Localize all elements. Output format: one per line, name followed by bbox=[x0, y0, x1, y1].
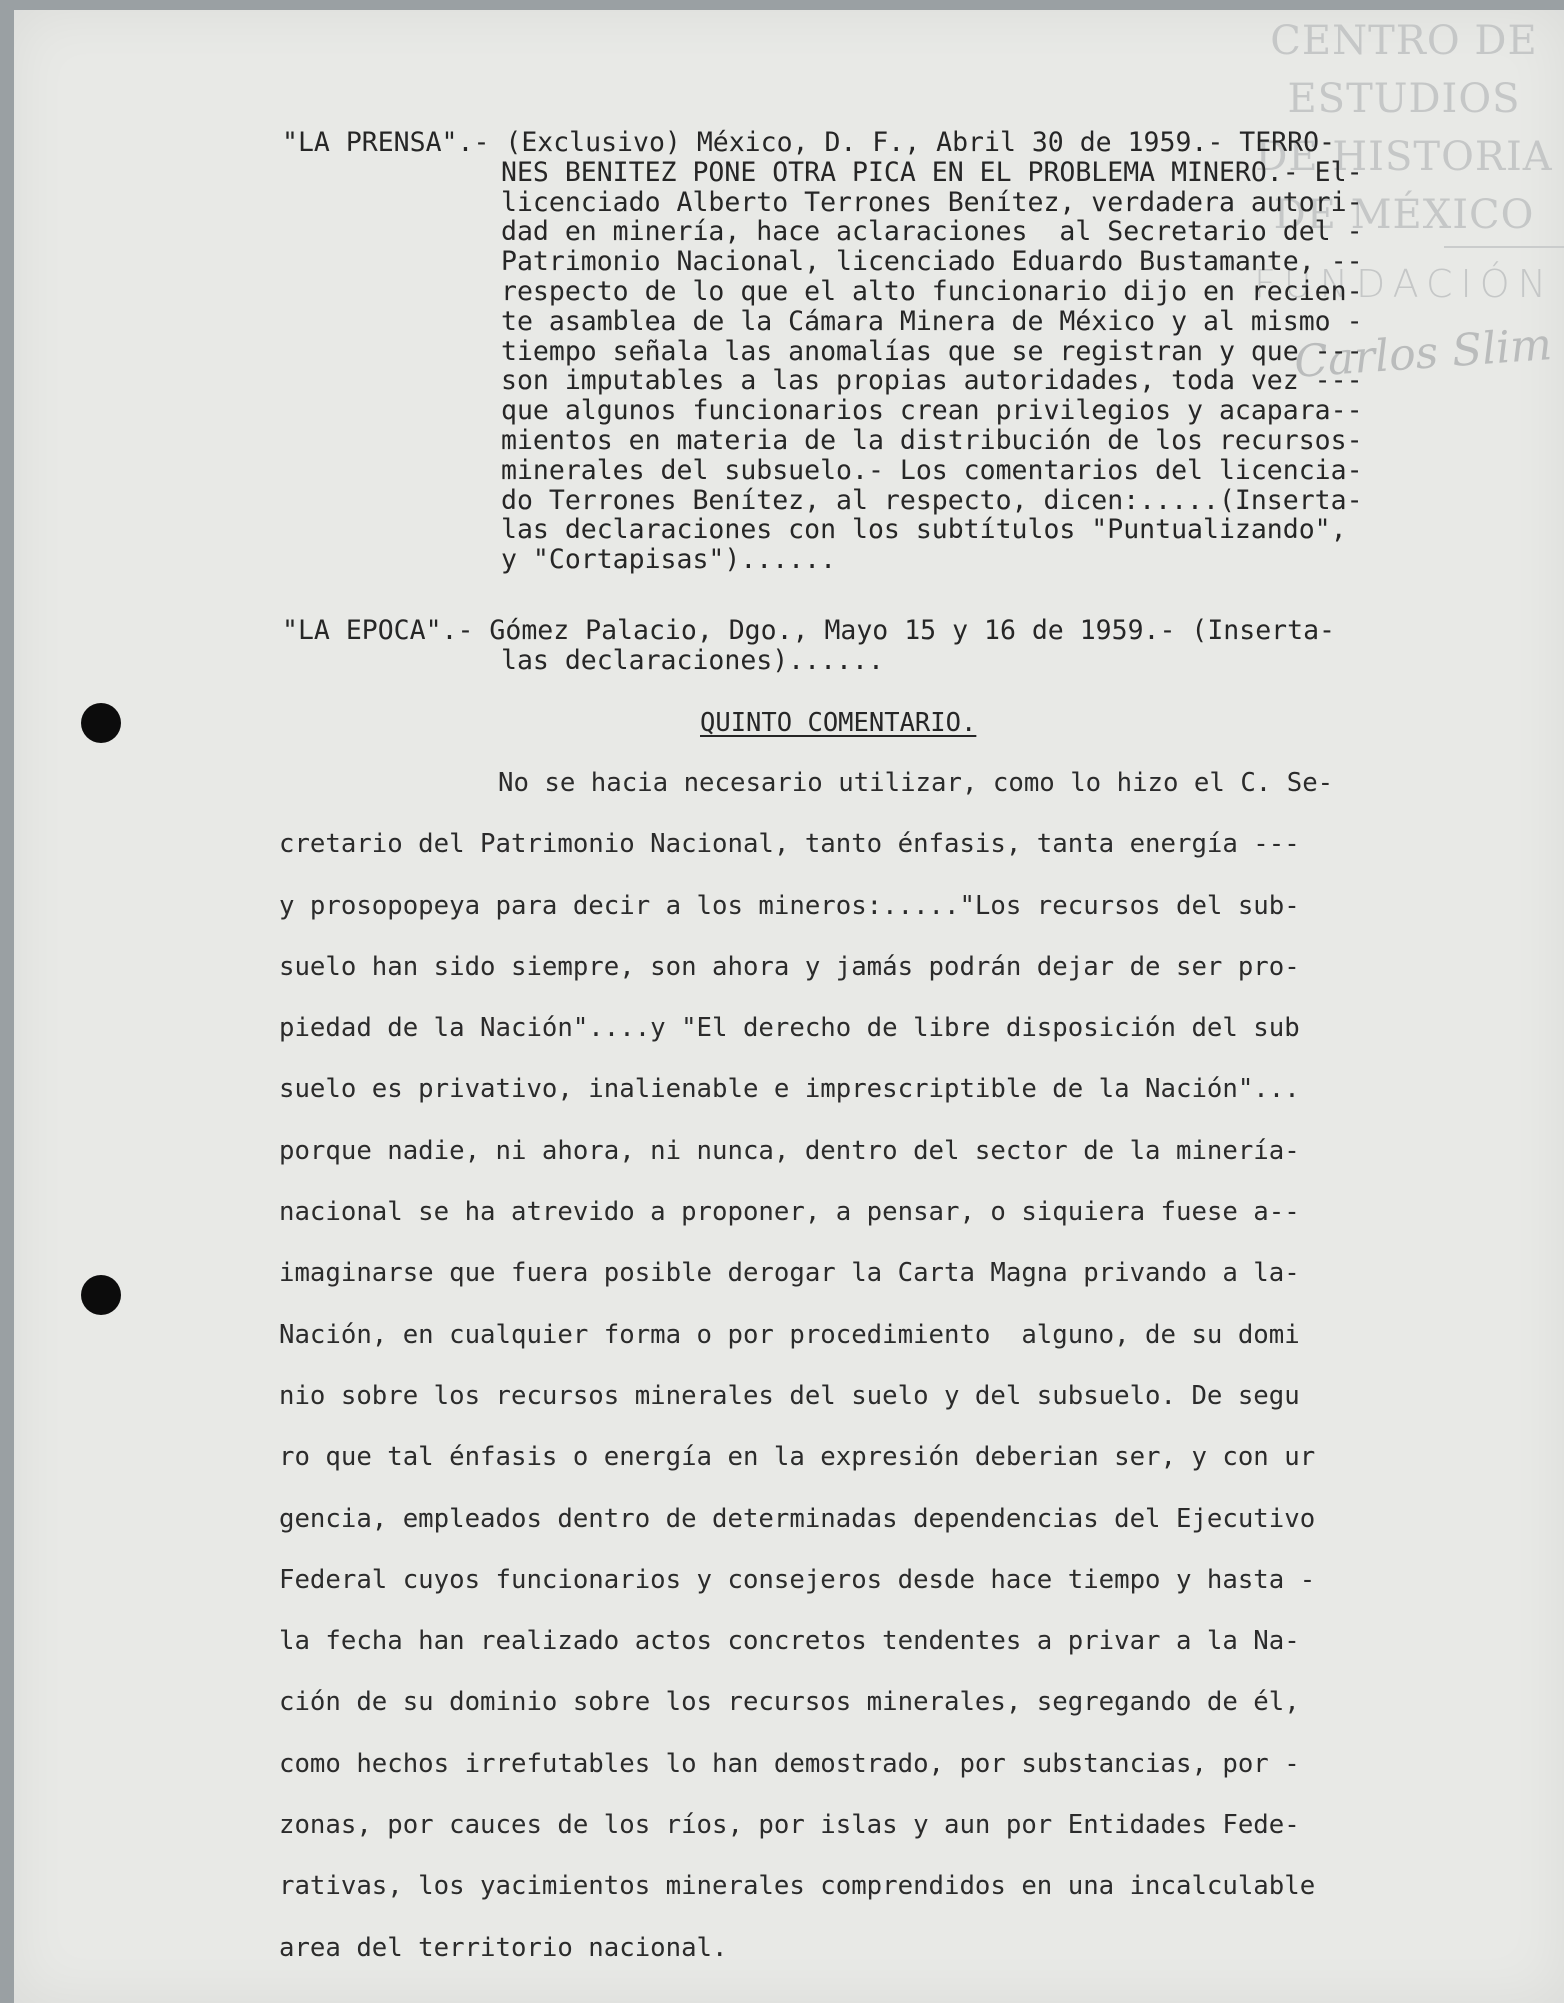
text-line: gencia, empleados dentro de determinadas dependencias del Ejecutivo bbox=[279, 1503, 1316, 1534]
watermark-line: ESTUDIOS bbox=[1287, 76, 1521, 122]
watermark-signature: Carlos Slim bbox=[1292, 319, 1554, 388]
text-line: mientos en materia de la distribución de los recursos- bbox=[501, 424, 1363, 456]
text-line: No se hacia necesario utilizar, como lo hizo el C. Se- bbox=[498, 768, 1334, 798]
text-line: piedad de la Nación"....y "El derecho de libre disposición del sub bbox=[279, 1013, 1300, 1044]
text-line: nacional se ha atrevido a proponer, a pensar, o siquiera fuese a-- bbox=[279, 1197, 1300, 1228]
text-line: respecto de lo que el alto funcionario dijo en recien- bbox=[501, 275, 1363, 307]
text-line: suelo es privativo, inalienable e imprescriptible de la Nación"... bbox=[279, 1074, 1300, 1105]
text-line: ro que tal énfasis o energía en la expresión deberian ser, y con ur bbox=[279, 1442, 1316, 1473]
text-line: que algunos funcionarios crean privilegios y acapara-- bbox=[501, 395, 1363, 427]
punch-hole bbox=[81, 1275, 121, 1315]
text-line: area del territorio nacional. bbox=[279, 1932, 728, 1963]
text-line: porque nadie, ni ahora, ni nunca, dentro del sector de la minería- bbox=[279, 1135, 1300, 1166]
text-line: suelo han sido siempre, son ahora y jamás podrán dejar de ser pro- bbox=[279, 951, 1300, 982]
la-prensa-paragraph bbox=[282, 128, 1363, 575]
section-heading: QUINTO COMENTARIO. bbox=[700, 708, 977, 738]
text-line: nio sobre los recursos minerales del suelo y del subsuelo. De segu bbox=[279, 1380, 1300, 1411]
text-line: "LA PRENSA".- (Exclusivo) México, D. F., Abril 30 de 1959.- TERRO- bbox=[282, 127, 1335, 158]
text-line: "LA EPOCA".- Gómez Palacio, Dgo., Mayo 15 y 16 de 1959.- (Inserta- bbox=[282, 615, 1335, 646]
watermark-line: DE MÉXICO bbox=[1273, 192, 1535, 238]
text-line: como hechos irrefutables lo han demostrado, por substancias, por - bbox=[279, 1748, 1300, 1779]
document-page bbox=[14, 10, 1564, 2003]
text-line: zonas, por cauces de los ríos, por islas y aun por Entidades Fede- bbox=[279, 1810, 1300, 1841]
text-line: te asamblea de la Cámara Minera de México y al mismo - bbox=[501, 305, 1363, 337]
text-line: y prosopopeya para decir a los mineros:....."Los recursos del sub- bbox=[279, 890, 1300, 921]
text-line: do Terrones Benítez, al respecto, dicen:.....(Inserta- bbox=[501, 484, 1363, 516]
text-line: ción de su dominio sobre los recursos minerales, segregando de él, bbox=[279, 1687, 1300, 1718]
text-line: Nación, en cualquier forma o por procedimiento alguno, de su domi bbox=[279, 1319, 1300, 1350]
watermark-line: FUNDACIÓN bbox=[1253, 262, 1555, 306]
text-line: rativas, los yacimientos minerales comprendidos en una incalculable bbox=[279, 1871, 1316, 1902]
text-line: dad en minería, hace aclaraciones al Secretario del - bbox=[501, 216, 1363, 248]
watermark-line: DE HISTORIA bbox=[1255, 134, 1553, 180]
text-line: cretario del Patrimonio Nacional, tanto énfasis, tanta energía --- bbox=[279, 829, 1300, 860]
text-line: licenciado Alberto Terrones Benítez, verdadera autori- bbox=[501, 186, 1363, 218]
watermark-divider bbox=[1444, 246, 1564, 248]
text-line: Patrimonio Nacional, licenciado Eduardo Bustamante, -- bbox=[501, 246, 1363, 278]
text-line: las declaraciones con los subtítulos "Puntualizando", bbox=[501, 514, 1347, 546]
text-line: imaginarse que fuera posible derogar la Carta Magna privando a la- bbox=[279, 1258, 1300, 1289]
text-line: Federal cuyos funcionarios y consejeros desde hace tiempo y hasta - bbox=[279, 1564, 1316, 1595]
punch-hole bbox=[81, 703, 121, 743]
watermark-line: CENTRO DE bbox=[1270, 18, 1538, 64]
text-line: las declaraciones)...... bbox=[501, 645, 884, 676]
text-line: y "Cortapisas")...... bbox=[501, 544, 837, 576]
la-epoca-paragraph bbox=[282, 616, 1335, 676]
text-line: NES BENITEZ PONE OTRA PICA EN EL PROBLEMA MINERO.- El- bbox=[501, 156, 1363, 188]
text-line: tiempo señala las anomalías que se registran y que --- bbox=[501, 335, 1363, 367]
text-line: la fecha han realizado actos concretos tendentes a privar a la Na- bbox=[279, 1626, 1300, 1657]
body-paragraph bbox=[279, 768, 1333, 1994]
text-line: son imputables a las propias autoridades, toda vez --- bbox=[501, 365, 1363, 397]
text-line: minerales del subsuelo.- Los comentarios del licencia- bbox=[501, 454, 1363, 486]
